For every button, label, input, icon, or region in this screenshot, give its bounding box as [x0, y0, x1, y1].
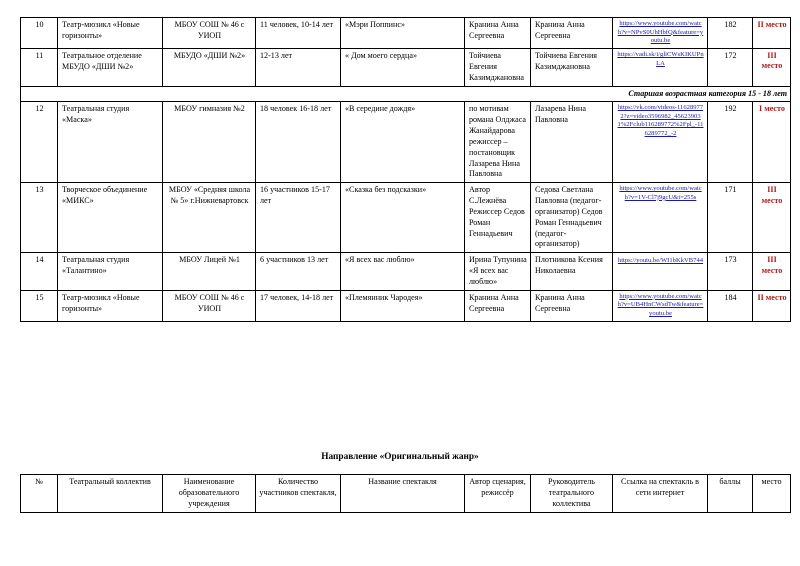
cell-score: 171	[708, 183, 753, 253]
cell-leader: Кранина Анна Сергеевна	[531, 18, 613, 49]
cell-place	[753, 183, 791, 253]
cell-author: Автор С.Лежнёва Режиссер Седов Роман Геннадьевич	[465, 183, 531, 253]
cell-troupe: Театральное отделение МБУДО «ДШИ №2»	[58, 48, 163, 86]
column-header-troupe: Театральный коллектив	[58, 475, 163, 513]
cell-author: Ирина Тупунина «Я всех вас люблю»	[465, 253, 531, 291]
column-header-leader: Руководитель театрального коллектива	[531, 475, 613, 513]
cell-place	[753, 102, 791, 183]
cell-organization: МБОУ Лицей №1	[163, 253, 256, 291]
cell-place	[753, 290, 791, 321]
next-section-header-table	[20, 474, 791, 513]
cell-number: 14	[21, 253, 58, 291]
table-row	[21, 290, 791, 321]
cell-troupe: Театр-мюзикл «Новые горизонты»	[58, 290, 163, 321]
cell-number: 10	[21, 18, 58, 49]
cell-score: 172	[708, 48, 753, 86]
cell-link[interactable]	[613, 48, 708, 86]
video-link[interactable]: https://www.youtube.com/watch?v=1V-Cl7j9gcU&t=255s	[619, 185, 702, 201]
cell-number: 11	[21, 48, 58, 86]
video-link[interactable]: https://youtu.be/WI1bKkVB744	[617, 257, 704, 265]
column-header-link: Ссылка на спектакль в сети интернет	[613, 475, 708, 513]
cell-place	[753, 18, 791, 49]
cell-play-title: « Дом моего сердца»	[341, 48, 465, 86]
results-table-body	[21, 18, 791, 322]
table-header-row	[21, 475, 791, 513]
cell-author: Тойчиева Евгения Казимджановна	[465, 48, 531, 86]
cell-organization: МБОУ «Средняя школа № 5» г.Нижневартовск	[163, 183, 256, 253]
cell-participants: 11 человек, 10-14 лет	[256, 18, 341, 49]
cell-play-title: «Мэри Поппинс»	[341, 18, 465, 49]
cell-link[interactable]	[613, 102, 708, 183]
cell-author: Кранина Анна Сергеевна	[465, 18, 531, 49]
column-header-organization: Наименование образовательного учреждения	[163, 475, 256, 513]
cell-number: 13	[21, 183, 58, 253]
cell-place	[753, 48, 791, 86]
video-link[interactable]: https://vadi.sk/i/gliCWsKIKUPnLA	[617, 50, 704, 67]
cell-score: 192	[708, 102, 753, 183]
place-badge: III место	[761, 255, 783, 275]
table-row	[21, 183, 791, 253]
cell-organization: МБОУ гимназия №2	[163, 102, 256, 183]
column-header-author: Автор сценария, режиссёр	[465, 475, 531, 513]
column-header-participants: Количество участников спектакля,	[256, 475, 341, 513]
place-badge: III место	[761, 185, 783, 205]
column-header-score: баллы	[708, 475, 753, 513]
next-section-header-body	[21, 475, 791, 513]
place-badge: I место	[759, 104, 785, 114]
column-header-play-title: Название спектакля	[341, 475, 465, 513]
cell-organization: МБУДО «ДШИ №2»	[163, 48, 256, 86]
cell-score: 173	[708, 253, 753, 291]
category-banner: Старшая возрастная категория 15 - 18 лет	[21, 86, 791, 102]
column-header-place: место	[753, 475, 791, 513]
table-row	[21, 102, 791, 183]
table-row	[21, 48, 791, 86]
category-banner-row	[21, 86, 791, 102]
cell-leader: Тойчиева Евгения Казимджановна	[531, 48, 613, 86]
cell-participants: 12-13 лет	[256, 48, 341, 86]
cell-leader: Лазарева Нина Павловна	[531, 102, 613, 183]
section-title: Направление «Оригинальный жанр»	[321, 452, 479, 462]
cell-participants: 16 участников 15-17 лет	[256, 183, 341, 253]
cell-organization: МБОУ СОШ № 46 с УИОП	[163, 18, 256, 49]
cell-troupe: Театральная студия «Талантино»	[58, 253, 163, 291]
cell-author: по мотивам романа Олджаса Жанайдарова режиссер – постановщик Лазарева Нина Павловна	[465, 102, 531, 183]
cell-troupe: Театральная студия «Маска»	[58, 102, 163, 183]
cell-number: 15	[21, 290, 58, 321]
cell-link[interactable]	[613, 183, 708, 253]
table-row	[21, 253, 791, 291]
cell-leader: Кранина Анна Сергеевна	[531, 290, 613, 321]
cell-troupe: Театр-мюзикл «Новые горизонты»	[58, 18, 163, 49]
cell-organization: МБОУ СОШ № 46 с УИОП	[163, 290, 256, 321]
cell-play-title: «Сказка без подсказки»	[341, 183, 465, 253]
cell-participants: 18 человек 16-18 лет	[256, 102, 341, 183]
results-table	[20, 17, 791, 322]
place-badge: II место	[757, 20, 787, 29]
cell-link[interactable]	[613, 18, 708, 49]
cell-score: 182	[708, 18, 753, 49]
cell-troupe: Творческое объединение «МИКС»	[58, 183, 163, 253]
cell-place	[753, 253, 791, 291]
cell-score: 184	[708, 290, 753, 321]
place-badge: III место	[761, 50, 783, 71]
place-badge: II место	[757, 292, 787, 302]
video-link[interactable]: https://www.youtube.com/watch?v=UB4HnCWsdTw&feature=youtu.be	[617, 292, 704, 317]
cell-leader: Плотникова Ксения Николаевна	[531, 253, 613, 291]
cell-play-title: «Племянник Чародея»	[341, 290, 465, 321]
column-header-number: №	[21, 475, 58, 513]
cell-number: 12	[21, 102, 58, 183]
cell-participants: 17 человек, 14-18 лет	[256, 290, 341, 321]
cell-participants: 6 участников 13 лет	[256, 253, 341, 291]
cell-link[interactable]	[613, 290, 708, 321]
cell-link[interactable]	[613, 253, 708, 291]
cell-leader: Седова Светлана Павловна (педагог-организатор) Седов Роман Геннадьевич (педагог-организатор)	[531, 183, 613, 253]
table-row	[21, 18, 791, 49]
cell-play-title: «Я всех вас люблю»	[341, 253, 465, 291]
video-link[interactable]: https://vk.com/videos-116289772?z=video3596982_456239031%2Fclub116289772%2Fpl_-116289772_-2	[617, 104, 704, 138]
cell-author: Кранина Анна Сергеевна	[465, 290, 531, 321]
video-link[interactable]: https://www.youtube.com/watch?v=NPvS0UhHbfQ&feature=youtu.be	[617, 20, 704, 45]
cell-play-title: «В середине дождя»	[341, 102, 465, 183]
